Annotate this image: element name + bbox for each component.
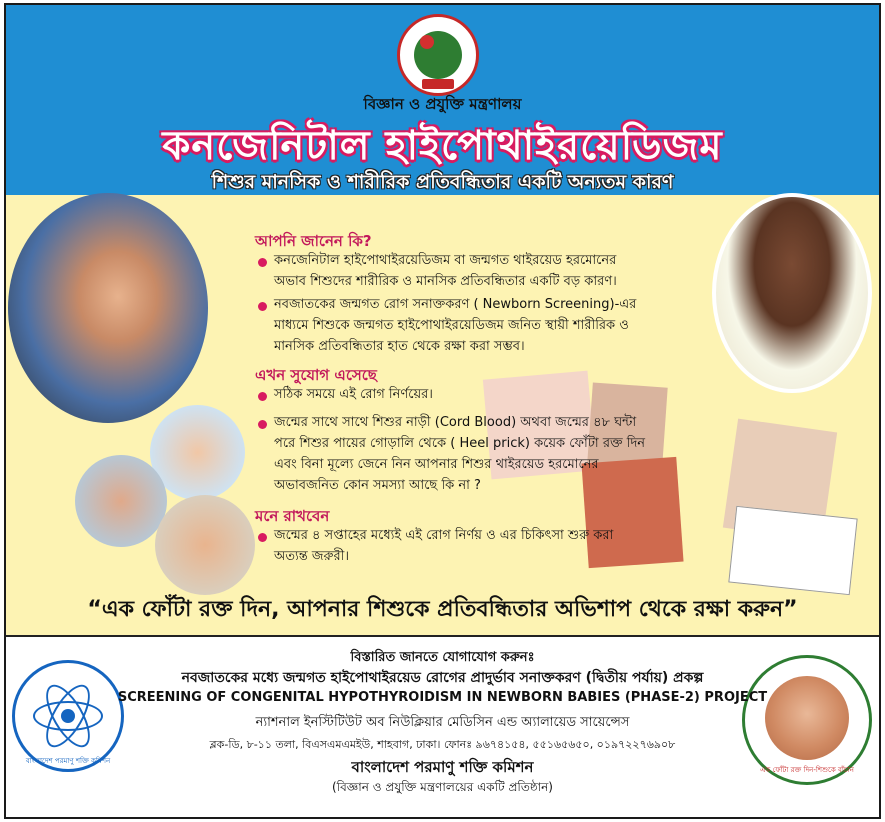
- bullet-icon: [258, 258, 267, 267]
- baby-photo-2: [75, 455, 167, 547]
- item-line: অভাবজনিত কোন সমস্যা আছে কি না ?: [274, 478, 481, 493]
- poster-subtitle: শিশুর মানসিক ও শারীরিক প্রতিবন্ধিতার একটি অন্যতম কারণ: [211, 171, 674, 193]
- logo-caption: এক ফোঁটা রক্ত দিন-শিশুকে বাঁচান: [760, 766, 854, 774]
- list-item: [274, 412, 645, 496]
- item-line: অভাব শিশুদের শারীরিক ও মানসিক প্রতিবন্ধিতার একটি বড় কারণ।: [274, 274, 617, 289]
- filter-card-photo: [728, 506, 857, 595]
- item-line: মানসিক প্রতিবন্ধিতার হাত থেকে রক্ষা করা সম্ভব।: [274, 339, 525, 354]
- emblem-ribbon: [422, 79, 454, 89]
- item-line: সঠিক সময়ে এই রোগ নির্ণয়ের।: [274, 387, 433, 402]
- emblem-red-sun: [420, 35, 434, 49]
- project-name-english: SCREENING OF CONGENITAL HYPOTHYROIDISM IN NEWBORN BABIES (PHASE-2) PROJECT: [117, 690, 768, 705]
- section-heading-opportunity: এখন সুযোগ এসেছে: [255, 366, 377, 384]
- section-heading-did-you-know: আপনি জানেন কি?: [255, 232, 372, 250]
- list-item: [274, 525, 613, 567]
- affected-child-photo: [712, 193, 872, 393]
- government-emblem: [397, 14, 479, 96]
- bullet-icon: [258, 533, 267, 542]
- list-item: [274, 294, 636, 357]
- institute-name: ন্যাশনাল ইনস্টিটিউট অব নিউক্লিয়ার মেডিসিন এন্ড অ্যালায়েড সায়েন্সেস: [255, 715, 630, 730]
- item-line: জন্মের ৪ সপ্তাহের মধ্যেই এই রোগ নির্ণয় ও এর চিকিৎসা শুরু করা: [274, 528, 614, 543]
- item-line: নবজাতকের জন্মগত রোগ সনাক্তকরণ ( Newborn Screening)-এর: [274, 297, 637, 312]
- bullet-icon: [258, 302, 267, 311]
- item-line: জন্মের সাথে সাথে শিশুর নাড়ী (Cord Blood) অথবা জন্মের ৪৮ ঘন্টা: [274, 415, 637, 430]
- address-phone: ব্লক-ডি, ৮-১১ তলা, বিএসএমএমইউ, শাহবাগ, ঢাকা। ফোনঃ ৯৬৭৪১৫৪, ৫৫১৬৫৬৫০, ০১৯৭২২৭৬৯০৮: [209, 738, 676, 751]
- baby-photo-3: [155, 495, 255, 595]
- poster-title: কনজেনিটাল হাইপোথাইরয়েডিজম: [162, 123, 723, 169]
- bullet-icon: [258, 420, 267, 429]
- logo-caption: বাংলাদেশ পরমাণু শক্তি কমিশন: [25, 757, 111, 765]
- contact-heading: বিস্তারিত জানতে যোগাযোগ করুনঃ: [350, 650, 535, 665]
- list-item: [274, 384, 433, 405]
- item-line: অত্যন্ত জরুরী।: [274, 549, 349, 564]
- project-name-bangla: নবজাতকের মধ্যে জন্মগত হাইপোথাইরয়েড রোগের প্রাদুর্ভাব সনাক্তকরণ (দ্বিতীয় পর্যায়) প্রকল্প: [181, 670, 704, 686]
- commission-subtitle: (বিজ্ঞান ও প্রযুক্তি মন্ত্রণালয়ের একটি প্রতিষ্ঠান): [332, 780, 553, 794]
- ministry-name: বিজ্ঞান ও প্রযুক্তি মন্ত্রণালয়: [363, 95, 522, 113]
- commission-name: বাংলাদেশ পরমাণু শক্তি কমিশন: [351, 758, 534, 776]
- item-line: মাধ্যমে শিশুকে জন্মগত হাইপোথাইরয়েডিজম জনিত স্থায়ী শারীরিক ও: [274, 318, 629, 333]
- slogan: “এক ফোঁটা রক্ত দিন, আপনার শিশুকে প্রতিবন্ধিতার অভিশাপ থেকে রক্ষা করুন”: [87, 597, 798, 622]
- item-line: এবং বিনা মূল্যে জেনে নিন আপনার শিশুর থাইরয়েড হরমোনের: [274, 457, 599, 472]
- list-item: [274, 250, 617, 292]
- item-line: পরে শিশুর পায়ের গোড়ালি থেকে ( Heel prick) কয়েক ফোঁটা রক্ত দিন: [274, 436, 646, 451]
- bullet-icon: [258, 392, 267, 401]
- mother-and-baby-photo: [8, 193, 208, 423]
- item-line: কনজেনিটাল হাইপোথাইরয়েডিজম বা জন্মগত থাইরয়েড হরমোনের: [274, 253, 617, 268]
- section-heading-remember: মনে রাখবেন: [255, 507, 330, 525]
